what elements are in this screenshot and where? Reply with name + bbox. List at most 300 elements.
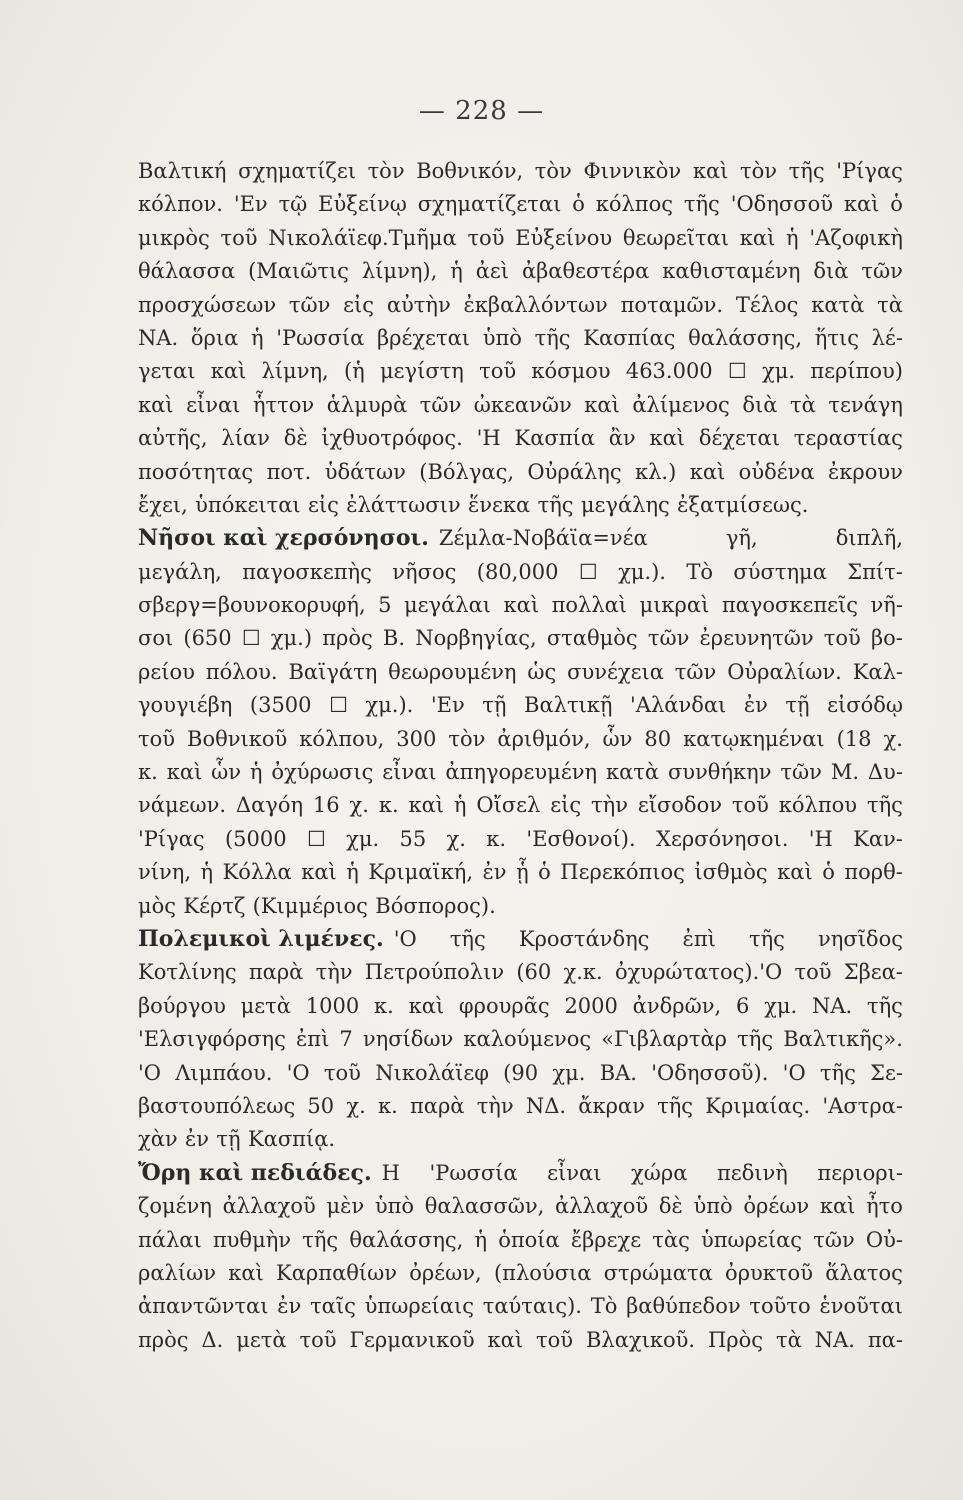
word: πα- (867, 1327, 903, 1352)
word: Βόσπορος). (375, 893, 496, 918)
word: χὰν (138, 1127, 178, 1152)
word: (80,000 (476, 559, 559, 584)
text-line (138, 1224, 903, 1257)
word: κατὰ (605, 760, 660, 785)
word: νίνη, (138, 860, 192, 885)
word: 'Αλάνδαι (630, 693, 727, 718)
word: καὶ (843, 192, 880, 217)
word: Τέλος (735, 292, 799, 317)
word: θαλασσῶν, (424, 1194, 545, 1219)
word: σχηματίζεται (417, 192, 562, 217)
word: ᾗ (516, 860, 529, 885)
word: ἅλατος (825, 1260, 903, 1285)
text-line (138, 188, 903, 221)
word: ἐν (277, 1294, 302, 1319)
text-line (138, 322, 903, 355)
word: τὴν (476, 1093, 514, 1118)
word: ὑπὸ (374, 1194, 415, 1219)
word: ὁ (572, 192, 585, 217)
word: κ. (378, 793, 399, 818)
word: Σπίτ- (847, 559, 903, 584)
word: ἥτις (814, 325, 859, 350)
text-line (138, 1324, 903, 1357)
word: 'Ρωσσία (276, 325, 365, 350)
word: χμ. (762, 359, 796, 384)
text-line (138, 255, 903, 288)
word: ἀπηγορευμένη (445, 760, 598, 785)
word: ὁ (890, 192, 903, 217)
word: ΝΑ. (138, 325, 179, 350)
word: 'Ελσιγφόρσης (138, 1027, 286, 1052)
word: 'Αζοφικὴ (809, 225, 903, 250)
text-line (138, 556, 903, 589)
word: τῆς (788, 159, 825, 183)
text-line (138, 456, 903, 489)
word: ἔβρεχε (570, 1227, 642, 1252)
word: 'Ο (286, 1060, 310, 1085)
text-line (138, 522, 903, 555)
word: δὲ (658, 1194, 683, 1219)
word: πάλαι (138, 1227, 202, 1252)
word: ☐ (578, 559, 598, 584)
word: ☐ (241, 626, 261, 651)
word: παρὰ (248, 960, 304, 985)
word: ἡ (200, 860, 214, 885)
word: 50 (307, 1093, 335, 1118)
word: 'Οδησσοῦ (730, 192, 833, 217)
word: καὶ (584, 392, 620, 417)
word: τοῦ (220, 225, 258, 250)
word: ἰχθυοτρόφος. (321, 426, 463, 451)
text-line (138, 289, 903, 322)
word: κόλπου (778, 793, 858, 818)
word: Κροστάνδης (518, 926, 650, 951)
word: 16 (312, 793, 340, 818)
text-line (138, 1023, 903, 1056)
word: τῆς (449, 926, 486, 951)
word: χ. (349, 793, 369, 818)
word: Οὐράλης (527, 459, 622, 484)
word: παγοσκεπὴς (242, 559, 372, 584)
word: καὶ (228, 1260, 264, 1285)
word: τοῦ (323, 1060, 361, 1085)
word: 'Η (476, 426, 501, 451)
word: εἰς (343, 292, 375, 317)
word: ἐν (185, 1127, 210, 1152)
word: ΝΑ. (811, 993, 853, 1018)
word: Εὐξείνῳ (318, 192, 407, 217)
text-line (138, 589, 903, 622)
word: (60 (516, 960, 552, 985)
word: 'Ο (782, 1060, 806, 1085)
word: 300 (396, 726, 437, 751)
word: πορθ- (844, 860, 903, 885)
word: ὑπωρείας (700, 1227, 803, 1252)
word: Μ. (830, 760, 859, 785)
word: ΝΑ. (814, 1327, 855, 1352)
word: ὅρια (190, 325, 239, 350)
word: χ. (883, 726, 903, 751)
word: σύστημα (733, 559, 827, 584)
word: μετὰ (236, 1327, 287, 1352)
word: ρείου (138, 659, 195, 684)
word: Κριμαϊκή, (368, 860, 474, 885)
text-line (138, 990, 903, 1023)
word: λίαν (221, 426, 270, 451)
word: σχηματίζει (238, 159, 356, 183)
word: κόσμου (531, 359, 611, 384)
text-line (138, 489, 903, 522)
word: Κέρτζ (183, 893, 246, 918)
text-line (138, 890, 903, 923)
word: τῆς (657, 1093, 694, 1118)
word: καὶ (408, 993, 445, 1018)
word: τοῦ (536, 1327, 574, 1352)
word: τῶν (288, 292, 331, 317)
word: καθισταμένη (662, 259, 801, 284)
word: ὡς (527, 659, 557, 684)
word: τῆς (537, 492, 574, 517)
word: 'Εν (233, 192, 268, 217)
word: (650 (183, 626, 232, 651)
word: θεωρουμένη (388, 659, 517, 684)
word: γῆ, (725, 526, 758, 551)
word: ποταμῶν. (620, 292, 724, 317)
word: ἄκραν (578, 1093, 645, 1118)
word: κατῳκημέναι (683, 726, 825, 751)
word: τὰ (789, 392, 816, 417)
word: χώρα (631, 1160, 688, 1185)
word: νῆ- (870, 593, 903, 618)
word: τὰ (877, 292, 903, 317)
word: Πρὸς (707, 1327, 764, 1352)
word: ραλίων (138, 1260, 216, 1285)
word: τοῦ (299, 1327, 337, 1352)
word: Τὸ (590, 1294, 618, 1319)
word: τοῦ (138, 726, 176, 751)
word: ὀρυκτοῦ (725, 1260, 813, 1285)
word: αὐτῆς, (138, 426, 208, 451)
word: τῶν (813, 1227, 855, 1252)
word: τῇ (216, 1127, 241, 1152)
word: ἡ (346, 860, 359, 885)
word: (Βόλγας, (419, 459, 515, 484)
text-line (138, 1257, 903, 1290)
word: (πλούσια (493, 1260, 592, 1285)
word: τῆς (866, 993, 903, 1018)
word: γεται (138, 359, 196, 384)
word: ἦτο (866, 1194, 903, 1219)
word: περίπου) (810, 359, 903, 384)
word: καὶ (166, 760, 203, 785)
word: 'Ρίγας (138, 826, 205, 851)
word: ἁλμυρὰ (326, 392, 408, 417)
word: φρουρᾶς (458, 993, 550, 1018)
word: κ. (377, 1093, 398, 1118)
word: ὀρέων (743, 1194, 810, 1219)
word: ☐ (329, 693, 348, 718)
word: τοῦτο (749, 1294, 811, 1319)
word: νῆσος (392, 559, 457, 584)
word: Γερμανικοῦ (349, 1327, 475, 1352)
word: πεδινὴ (716, 1160, 788, 1185)
word: καὶ (649, 426, 686, 451)
section-heading: Νῆσοι καὶ χερσόνησοι. (138, 525, 429, 552)
word: Εὐξείνου (515, 225, 613, 250)
word: παρὰ (409, 1093, 465, 1118)
word: εἶναι (547, 1160, 602, 1185)
text-line (138, 422, 903, 455)
word: ἐν (743, 693, 768, 718)
word: χμ. (552, 1060, 586, 1085)
word: βούργου (138, 993, 226, 1018)
word: σοι (138, 626, 174, 651)
word: (ἡ (343, 359, 365, 384)
word: Νορβηγίας, (415, 626, 537, 651)
word: τῆς (534, 325, 571, 350)
word: συνθήκην (667, 760, 772, 785)
word: ἀλίμενος (632, 392, 730, 417)
word: Κασπίας (583, 325, 676, 350)
word: Οὐ- (865, 1227, 903, 1252)
word: Βλαχικοῦ. (585, 1327, 696, 1352)
word: ΒΑ. (599, 1060, 637, 1085)
word: πρὸς (322, 626, 373, 651)
word: βαστουπόλεως (138, 1093, 296, 1118)
word: Φιννικὸν (583, 159, 682, 183)
word: τοῦ (731, 793, 769, 818)
word: εἶναι (186, 392, 241, 417)
word: ἐκβαλλόντων (463, 292, 608, 317)
word: Τὸ (686, 559, 714, 584)
text-line (138, 1290, 903, 1323)
word: χ. (446, 826, 466, 851)
word: τῆς (737, 1027, 774, 1052)
line-body (439, 522, 903, 555)
word: ὀχύρωσις (271, 760, 374, 785)
word: πόλου. (205, 659, 278, 684)
word: ὠκεανῶν (473, 392, 572, 417)
word: καὶ (692, 159, 729, 183)
word: Καρπαθίων (276, 1260, 398, 1285)
word: ὁ (822, 860, 835, 885)
word: Σβεα- (843, 960, 903, 985)
word: μικρὸς (138, 225, 210, 250)
text-line (138, 923, 903, 956)
word: ἡ (450, 259, 463, 284)
word: ταύταις). (482, 1294, 582, 1319)
word: (3500 (249, 693, 312, 718)
word: ἐπὶ (682, 926, 716, 951)
page-number: — 228 — (418, 96, 545, 126)
word: τῷ (278, 192, 308, 217)
word: λέ- (871, 325, 903, 350)
word: ΝΔ. (525, 1093, 567, 1118)
word: Πετρούπολιν (364, 960, 505, 985)
word: ὑπὸ (482, 325, 522, 350)
word: (90 (503, 1060, 539, 1085)
word: 1000 (305, 993, 360, 1018)
word: χμ.). (618, 559, 666, 584)
word: αὐτὴν (386, 292, 451, 317)
word: πυθμὴν (212, 1227, 292, 1252)
word: Κασπίᾳ. (247, 1127, 336, 1152)
word: ἐρευνητῶν (699, 626, 814, 651)
word: ἡ (474, 1227, 488, 1252)
word: ποσότητας (138, 459, 254, 484)
text-line (138, 622, 903, 655)
word: (Μαιῶτις (248, 259, 349, 284)
word: κόλπου, (299, 726, 385, 751)
word: 80 (644, 726, 672, 751)
word: βρέχεται (377, 325, 471, 350)
text-line (138, 1090, 903, 1123)
word: 'Αστρα- (822, 1093, 903, 1118)
word: τῇ (482, 693, 507, 718)
text-line (138, 756, 903, 789)
word: 6 (735, 993, 750, 1018)
word: μὲν (326, 1194, 365, 1219)
word: ὧν (602, 726, 633, 751)
word: 5 (378, 593, 392, 618)
word: περιορι- (817, 1160, 903, 1185)
word: Λιμπάου. (175, 1060, 273, 1085)
word: 'Εσθονοί). (526, 826, 636, 851)
word: ἐλάττωσιν (346, 492, 461, 517)
text-line (138, 1123, 903, 1156)
word: 'Η (808, 826, 833, 851)
word: μεγάλαι (404, 593, 492, 618)
word: χμ.). (365, 693, 414, 718)
word: Βοθνικόν, (416, 159, 524, 183)
word: Κριμαίας. (705, 1093, 811, 1118)
word: ὁ (538, 860, 551, 885)
word: τὸν (367, 159, 405, 183)
word: κλ.) (635, 459, 677, 484)
word: Η (381, 1160, 400, 1185)
word: 'Εν (430, 693, 465, 718)
text-line (138, 222, 903, 255)
word: στρώματα (603, 1260, 713, 1285)
word: ἡ (453, 793, 467, 818)
word: 'Οδησσοῦ). (651, 1060, 769, 1085)
word: νησίδων (362, 1027, 454, 1052)
word: χ. (346, 1093, 366, 1118)
word: οὐδένα (738, 459, 815, 484)
word: ὑπὸ (693, 1194, 733, 1219)
word: τὰς (652, 1227, 690, 1252)
word: τοῦ (794, 960, 832, 985)
word: Κόλλα (222, 860, 292, 885)
text-line (138, 1057, 903, 1090)
word: ὑπόκειται (195, 492, 301, 517)
word: κ. (373, 993, 394, 1018)
word: Καλ- (852, 659, 903, 684)
word: καλούμενος (463, 1027, 592, 1052)
word: πρὸς (138, 1327, 189, 1352)
text-line (138, 355, 903, 388)
word: ὁποία (498, 1227, 560, 1252)
word: Βαλτικῆς». (783, 1027, 903, 1052)
word: (5000 (224, 826, 287, 851)
word: χμ.) (270, 626, 313, 651)
word: δέχεται (698, 426, 780, 451)
word: Δυ- (867, 760, 903, 785)
word: 7 (339, 1027, 353, 1052)
word: καὶ (503, 593, 540, 618)
word: Κοτλίνης (138, 960, 237, 985)
word: διὰ (742, 392, 778, 417)
word: τὴν (591, 793, 628, 818)
word: ταῖς (310, 1294, 356, 1319)
word: 'Ρωσσία (429, 1160, 518, 1185)
word: τοῦ (479, 359, 517, 384)
word: νάμεων. (138, 793, 227, 818)
word: 'Ρίγας (836, 159, 903, 183)
word: ὑδάτων (324, 459, 406, 484)
word: ἂν (608, 426, 636, 451)
text-line (138, 656, 903, 689)
word: τῆς (683, 192, 720, 217)
word: χ.κ. (563, 960, 603, 985)
word: μετὰ (240, 993, 291, 1018)
word: καὶ (487, 1327, 524, 1352)
word: Β. (382, 626, 406, 651)
word: σβεργ=βουνοκορυφή, (138, 593, 366, 618)
word: πολλαὶ (551, 593, 628, 618)
line-body (394, 923, 903, 956)
word: ἡ (786, 225, 799, 250)
word: δὲ (283, 426, 308, 451)
word: εἶναι (382, 760, 437, 785)
word: προσχώσεων (138, 292, 277, 317)
word: τενάγη (828, 392, 903, 417)
text-line (138, 689, 903, 722)
word: 463.000 (625, 359, 713, 384)
section-heading: Ὄρη καὶ πεδιάδες. (138, 1159, 372, 1186)
word: Βαϊγάτη (288, 659, 378, 684)
text-line (138, 155, 903, 188)
word: ἔχει, (138, 492, 188, 517)
word: καὶ (739, 225, 776, 250)
word: μὸς (138, 893, 177, 918)
word: διὰ (813, 259, 849, 284)
word: λίμνη), (361, 259, 438, 284)
word: Οὐραλίων. (727, 659, 842, 684)
word: ὑπωρείαις (364, 1294, 474, 1319)
word: τῆς (302, 1227, 339, 1252)
word: εἴσοδον (637, 793, 722, 818)
word: Ζέμλα-Νοβάϊα=νέα (438, 526, 648, 551)
word: τὸν (534, 159, 572, 183)
word: 2000 (564, 993, 618, 1018)
word: διπλῆ, (835, 526, 903, 551)
word: σταθμὸς (546, 626, 638, 651)
word: τῆς (748, 926, 785, 951)
word: τὴν (315, 960, 353, 985)
word: καὶ (301, 860, 337, 885)
word: Κασπία (514, 426, 595, 451)
word: γουγιέβη (138, 693, 233, 718)
word: Δ. (201, 1327, 224, 1352)
text-line (138, 1157, 903, 1190)
word: ἀεὶ (475, 259, 510, 284)
word: τὸν (448, 726, 486, 751)
word: ὀρέων, (409, 1260, 482, 1285)
page-text-block (138, 155, 903, 1357)
word: θαλάσσης, (349, 1227, 464, 1252)
word: ἧττον (252, 392, 315, 417)
